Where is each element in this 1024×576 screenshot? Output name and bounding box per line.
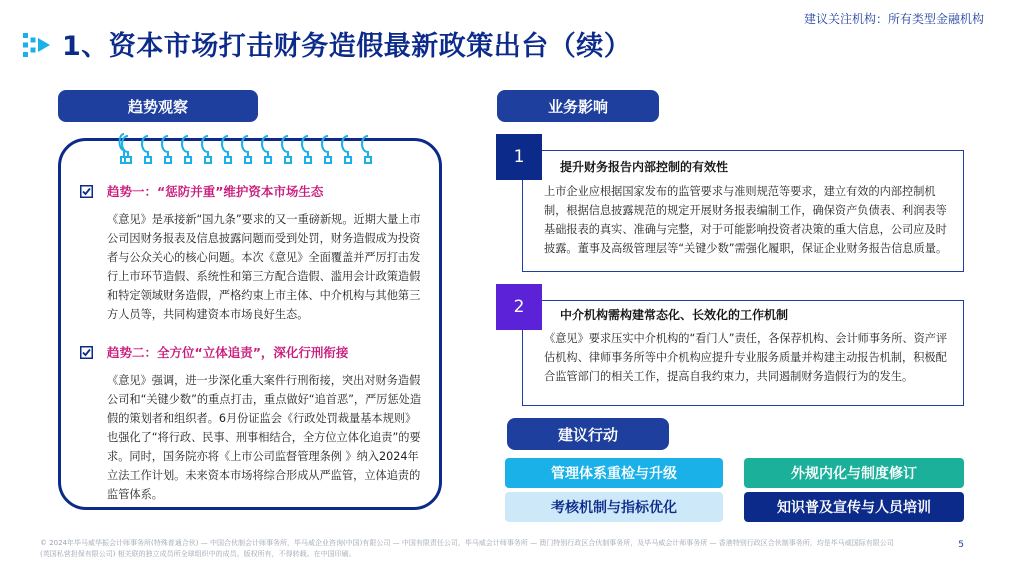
- trend-two-body: 《意见》强调，进一步深化重大案件行刑衔接，突出对财务造假公司和“关键少数”的重点打击，重点做好“追首恶”，严厉惩处造假的策划者和组织者。6月份证监会《行政处罚裁量基本规则》也强化了“将行政、民事、刑事相结合，全方位立体化追责”的要求。同时，国务院亦将《上市公司监督管理条例 》纳入2024年立法工作计划。未来资本市场将综合形成从严监管，立体追责的监管体系。: [107, 374, 422, 501]
- tab-business-impact: 业务影响: [497, 90, 659, 122]
- tab-trend-observation: 趋势观察: [58, 90, 258, 122]
- trend-two-title: 趋势二：全方位“立体追责”，深化行刑衔接: [107, 345, 349, 360]
- action-assessment-metrics: 考核机制与指标优化: [505, 492, 723, 522]
- impact-item-2-title: 中介机构需构建常态化、长效化的工作机制: [560, 308, 789, 322]
- trend-two: [80, 343, 425, 504]
- trend-one-title: 趋势一：“惩防并重”维护资本市场生态: [107, 184, 324, 199]
- impact-item-2-body: 《意见》要求压实中介机构的“看门人”责任，各保荐机构、会计师事务所、资产评估机构、律师事务所等中介机构应提升专业服务质量并构建主动报告机制，积极配合监管部门的相关工作，提高自我约束力，共同遏制财务造假行为的发生。: [544, 332, 948, 383]
- play-arrows-icon: [22, 30, 52, 60]
- checked-box-icon: [80, 346, 93, 359]
- footer-disclaimer: © 2024年毕马威华振会计师事务所(特殊普通合伙) — 中国合伙制会计师事务所，毕马威企业咨询(中国)有限公司 — 中国有限责任公司，毕马威会计师事务所 — 澳门特别行政区合伙制事务所，及毕马威会计师事务所 — 香港特别行政区合伙制事务所，均是毕马威国际有限公司(英国私营担保有限公司) 相关联的独立成员所全球组织中的成员。版权所有，不得转载。在中国印刷。: [40, 539, 894, 558]
- impact-item-1-number: 1: [496, 134, 542, 180]
- trend-one-body: 《意见》是承接新“国九条”要求的又一重磅新规。近期大量上市公司因财务报表及信息披露问题而受到处罚，财务造假成为投资者与公众关心的核心问题。本次《意见》全面覆盖并严厉打击发行上市环节造假、系统性和第三方配合造假、滥用会计政策造假和特定领域财务造假，严格约束上市主体、中介机构与其他第三方人员等，共同构建资本市场良好生态。: [107, 213, 421, 321]
- impact-item-1-body: 上市企业应根据国家发布的监管要求与准则规范等要求，建立有效的内部控制机制，根据信息披露规范的规定开展财务报表编制工作，确保资产负债表、利润表等基础报表的真实、准确与完整，对于可能影响投资者决策的重大信息，公司应及时披露。董事及高级管理层等“关键少数”需强化履职，保证企业财务报告信息质量。: [544, 185, 948, 255]
- page-number: 5: [958, 540, 964, 550]
- scope-note: 建议关注机构：所有类型金融机构: [803, 12, 984, 26]
- notebook-rings-icon: [118, 130, 386, 166]
- checked-box-icon: [80, 185, 93, 198]
- action-management-system: 管理体系重检与升级: [505, 458, 723, 488]
- trend-one: [80, 182, 425, 324]
- action-training: 知识普及宣传与人员培训: [744, 492, 964, 522]
- impact-item-2-number: 2: [496, 284, 542, 330]
- action-internal-rules: 外规内化与制度修订: [744, 458, 964, 488]
- page-title: 1、资本市场打击财务造假最新政策出台（续）: [62, 31, 632, 62]
- tab-recommended-actions: 建议行动: [507, 418, 669, 450]
- impact-item-1-title: 提升财务报告内部控制的有效性: [560, 160, 729, 174]
